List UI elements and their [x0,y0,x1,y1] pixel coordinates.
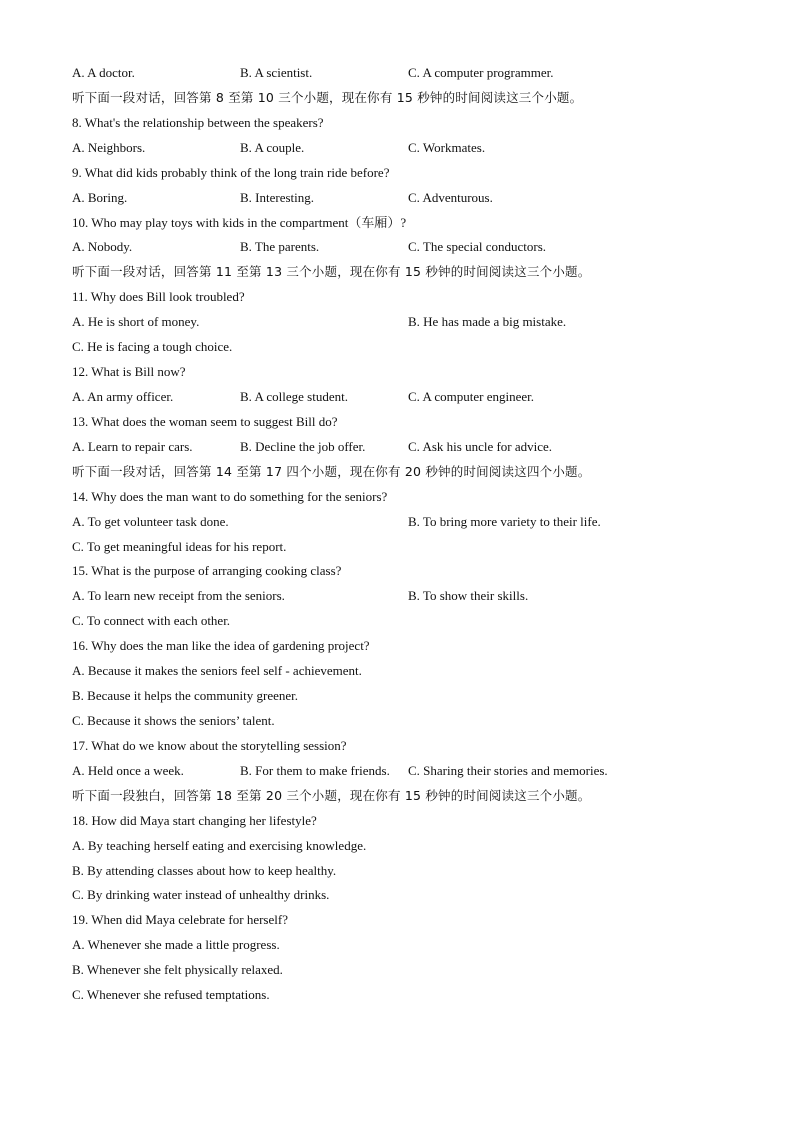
answer-option: B. A college student. [240,388,348,404]
answer-option: B. Decline the job offer. [240,438,366,454]
answer-option: C. He is facing a tough choice. [72,339,233,355]
question-text: 17. What do we know about the storytelling session? [72,737,347,753]
answer-option: A. Held once a week. [72,762,184,778]
section-instruction: 听下面一段对话，回答第 11 至第 13 三个小题，现在你有 15 秒钟的时间阅读这三个小题。 [72,264,591,280]
answer-options-row [72,136,732,161]
question-text: 8. What's the relationship between the speakers? [72,114,324,130]
answer-option: C. The special conductors. [408,239,547,255]
answer-option: A. To get volunteer task done. [72,513,229,529]
section-instruction: 听下面一段对话，回答第 14 至第 17 四个小题，现在你有 20 秒钟的时间阅读这四个小题。 [72,463,591,479]
answer-option: A. Learn to repair cars. [72,438,193,454]
answer-option: B. Because it helps the community greener. [72,688,298,704]
answer-option: B. For them to make friends. [240,762,390,778]
answer-option: A. Whenever she made a little progress. [72,937,280,953]
answer-options-row [72,510,732,535]
answer-option: C. Adventurous. [408,189,493,205]
answer-option: C. By drinking water instead of unhealthy drinks. [72,887,330,903]
answer-option: A. By teaching herself eating and exercising knowledge. [72,837,367,853]
question-text: 14. Why does the man want to do something for the seniors? [72,488,388,504]
question-text: 12. What is Bill now? [72,364,186,380]
answer-option: C. Because it shows the seniors’ talent. [72,712,275,728]
answer-option: A. Nobody. [72,239,133,255]
question-text: 18. How did Maya start changing her lifestyle? [72,812,317,828]
answer-options-row [72,584,732,609]
section-instruction: 听下面一段对话，回答第 8 至第 10 三个小题，现在你有 15 秒钟的时间阅读这三个小题。 [72,89,583,105]
question-text: 15. What is the purpose of arranging cooking class? [72,563,342,579]
answer-option: B. By attending classes about how to keep healthy. [72,862,337,878]
answer-option: B. A couple. [240,139,305,155]
question-text: 16. Why does the man like the idea of gardening project? [72,638,370,654]
answer-option: C. To connect with each other. [72,613,231,629]
answer-option: B. A scientist. [240,65,313,80]
answer-option: A. A doctor. [72,65,135,80]
answer-option: C. A computer engineer. [408,388,535,404]
answer-option: B. Interesting. [240,189,315,205]
answer-options-row [72,759,732,784]
answer-option: C. Ask his uncle for advice. [408,438,553,454]
answer-option: C. Workmates. [408,139,486,155]
answer-option: B. To show their skills. [408,588,529,604]
answer-option: A. To learn new receipt from the seniors. [72,588,285,604]
answer-option: B. He has made a big mistake. [408,314,567,330]
answer-options-row [72,435,732,460]
question-text: 9. What did kids probably think of the long train ride before? [72,164,390,180]
answer-options-row [72,310,732,335]
answer-options-row [72,61,732,86]
answer-option: A. Boring. [72,189,128,205]
answer-option: A. Neighbors. [72,139,146,155]
answer-options-row [72,385,732,410]
question-text: 13. What does the woman seem to suggest Bill do? [72,413,338,429]
answer-option: C. To get meaningful ideas for his report. [72,538,287,554]
question-text: 19. When did Maya celebrate for herself? [72,912,288,928]
question-text: 11. Why does Bill look troubled? [72,289,245,305]
answer-option: A. Because it makes the seniors feel self - achievement. [72,663,362,679]
answer-options-row [72,235,732,260]
answer-option: B. Whenever she felt physically relaxed. [72,962,283,978]
answer-option: B. To bring more variety to their life. [408,513,601,529]
question-text: 10. Who may play toys with kids in the compartment（车厢）? [72,214,407,230]
answer-option: A. He is short of money. [72,314,200,330]
section-instruction: 听下面一段独白，回答第 18 至第 20 三个小题，现在你有 15 秒钟的时间阅读这三个小题。 [72,787,591,803]
answer-option: C. Sharing their stories and memories. [408,762,608,778]
answer-option: A. An army officer. [72,388,174,404]
answer-option: B. The parents. [240,239,320,255]
answer-options-row [72,186,732,211]
exam-page [72,61,732,1008]
answer-option: C. Whenever she refused temptations. [72,987,270,1003]
answer-option: C. A computer programmer. [408,65,554,80]
